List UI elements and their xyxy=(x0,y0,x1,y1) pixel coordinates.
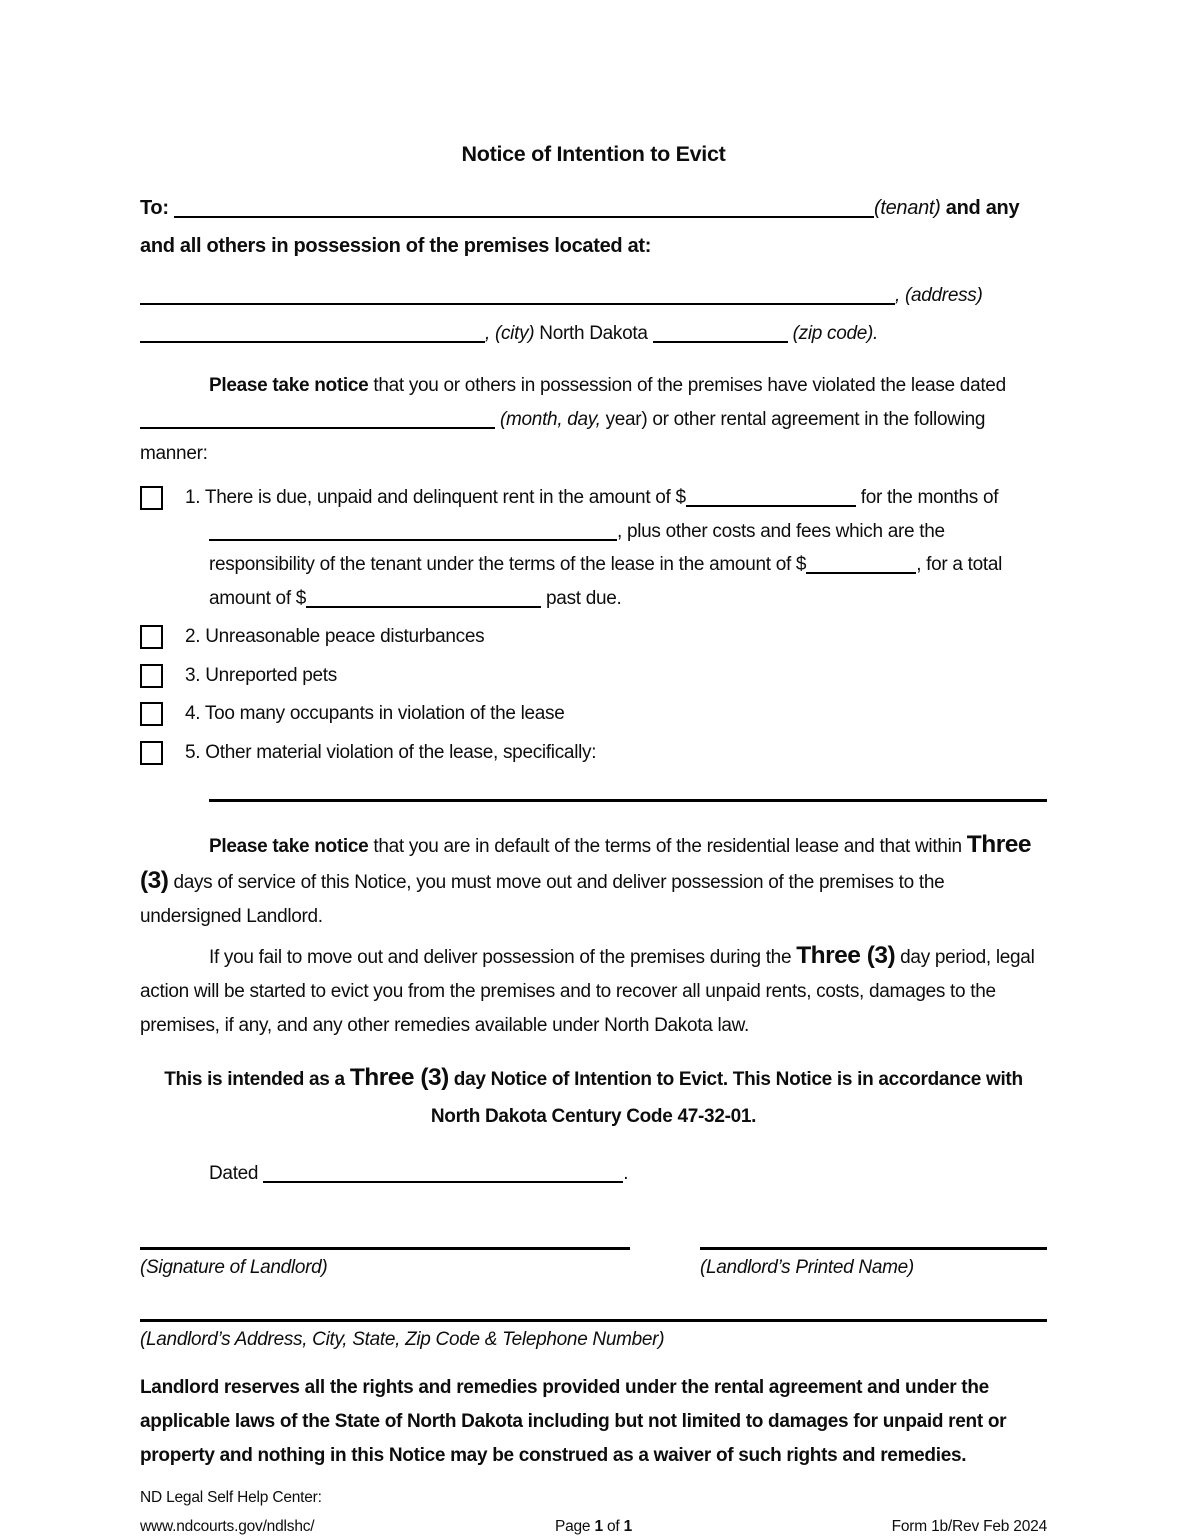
tenant-hint: (tenant) xyxy=(873,197,941,219)
violation-4-label: Too many occupants in violation of the lease xyxy=(204,703,565,724)
violation-1-seg3: , plus other costs and fees which are the responsibility of the tenant under the terms of the lease in the amount of $ xyxy=(209,520,945,575)
dated-label: Dated xyxy=(209,1163,259,1184)
violation-item-3 xyxy=(140,659,1047,693)
please-take-notice-2: Please take notice xyxy=(209,836,369,857)
printed-name-column xyxy=(700,1247,1047,1283)
violation-4-text xyxy=(185,697,1047,731)
three-day-term-1: Three (3) xyxy=(140,831,1031,894)
tenant-name-blank[interactable] xyxy=(174,198,874,218)
signature-column xyxy=(140,1247,630,1283)
violation-intro-text: that you or others in possession of the premises have violated the lease dated xyxy=(373,375,1006,396)
state-text: North Dakota xyxy=(539,323,648,344)
footer-left xyxy=(140,1483,480,1536)
intent-seg2: day Notice of Intention to Evict. This Notice is in accordance with North Dakota Century Code 47-32-01. xyxy=(430,1069,1023,1127)
landlord-address-line[interactable] xyxy=(140,1319,1047,1322)
violation-3-text xyxy=(185,659,1047,693)
failure-paragraph xyxy=(140,939,1047,1043)
dated-row xyxy=(209,1157,1047,1191)
violation-1-seg5: past due. xyxy=(546,587,622,609)
signature-label: (Signature of Landlord) xyxy=(140,1257,328,1278)
violation-1-text xyxy=(185,481,1047,615)
violation-5-label: Other material violation of the lease, specifically: xyxy=(205,741,597,763)
violation-2-text xyxy=(185,620,1047,654)
others-text: any and all others in possession of the premises located at: xyxy=(140,197,1020,257)
violation-1-checkbox[interactable] xyxy=(140,486,163,510)
violation-3-number: 3. xyxy=(185,664,201,686)
months-blank[interactable] xyxy=(209,521,617,541)
violation-intro-paragraph xyxy=(140,369,1047,471)
city-hint: , (city) xyxy=(485,323,535,344)
dated-blank[interactable] xyxy=(263,1163,623,1183)
default-seg1: that you are in default of the terms of the residential lease and that within xyxy=(373,836,962,857)
violation-item-1 xyxy=(140,481,1047,615)
and-word: and xyxy=(945,197,981,219)
address-hint: , (address) xyxy=(895,285,983,306)
violation-item-2 xyxy=(140,620,1047,654)
three-day-term-3: Three (3) xyxy=(349,1064,449,1091)
date-hint: (month, day, xyxy=(499,409,601,430)
violation-item-5 xyxy=(140,736,1047,770)
violation-5-checkbox[interactable] xyxy=(140,741,163,765)
landlord-address-label: (Landlord’s Address, City, State, Zip Code & Telephone Number) xyxy=(140,1329,665,1350)
fees-amount-blank[interactable] xyxy=(806,554,916,574)
lease-date-blank[interactable] xyxy=(140,409,495,429)
failure-seg2: day period, legal action will be started to evict you from the premises and to recover all unpaid rents, costs, damages to the premises, if any, and any other remedies available under North Dakota law. xyxy=(140,947,1035,1036)
violation-1-seg4: , for a total amount of $ xyxy=(209,554,1003,609)
page-footer xyxy=(140,1483,1047,1536)
landlord-printed-name-line[interactable] xyxy=(700,1247,1047,1250)
total-amount-blank[interactable] xyxy=(306,588,541,608)
form-reference: Form 1b/Rev Feb 2024 xyxy=(891,1518,1047,1535)
intent-seg1: This is intended as a xyxy=(164,1069,345,1090)
zip-blank[interactable] xyxy=(653,323,788,343)
violation-3-label: Unreported pets xyxy=(205,664,337,686)
violation-5-number: 5. xyxy=(185,741,201,763)
address-blank[interactable] xyxy=(140,285,895,305)
violation-3-checkbox[interactable] xyxy=(140,664,163,688)
page-word: Page xyxy=(554,1518,591,1535)
addressee-paragraph xyxy=(140,189,1047,265)
zip-hint: (zip code). xyxy=(792,323,879,344)
violation-2-label: Unreasonable peace disturbances xyxy=(205,626,485,647)
page-number xyxy=(480,1512,707,1536)
intent-statement xyxy=(140,1059,1047,1135)
violation-4-number: 4. xyxy=(185,703,201,724)
other-violation-blank[interactable] xyxy=(209,799,1047,802)
violation-4-checkbox[interactable] xyxy=(140,702,163,726)
failure-seg1: If you fail to move out and deliver possession of the premises during the xyxy=(209,947,792,968)
page-total: 1 xyxy=(623,1518,633,1535)
city-blank[interactable] xyxy=(140,323,485,343)
violation-1-seg2: for the months of xyxy=(860,487,999,508)
date-hint-tail: year) or other rental agreement in the following manner: xyxy=(140,409,986,464)
default-seg2: days of service of this Notice, you must move out and deliver possession of the premises to the undersigned Landlord. xyxy=(140,872,945,927)
premises-address-paragraph xyxy=(140,277,1047,353)
dated-period: . xyxy=(623,1163,629,1184)
violation-5-text xyxy=(185,736,1047,770)
default-notice-paragraph xyxy=(140,828,1047,934)
help-center-name: ND Legal Self Help Center: xyxy=(140,1489,322,1506)
landlord-signature-line[interactable] xyxy=(140,1247,630,1250)
violation-item-4 xyxy=(140,697,1047,731)
violation-2-number: 2. xyxy=(185,626,201,647)
three-day-term-2: Three (3) xyxy=(796,942,896,969)
rent-amount-blank[interactable] xyxy=(686,487,856,507)
violation-1-seg1: There is due, unpaid and delinquent rent in the amount of $ xyxy=(204,487,686,508)
of-word: of xyxy=(606,1518,620,1535)
printed-name-label: (Landlord’s Printed Name) xyxy=(700,1257,914,1278)
signature-spacer xyxy=(630,1247,700,1283)
rights-reservation-paragraph: Landlord reserves all the rights and remedies provided under the rental agreement and under the applicable laws of the State of North Dakota including but not limited to damages for unpaid rent or property and nothing in this Notice may be construed as a waiver of such rights and remedies. xyxy=(140,1377,1007,1466)
help-center-url: www.ndcourts.gov/ndlshc/ xyxy=(140,1518,315,1535)
page-num: 1 xyxy=(594,1518,603,1535)
page-title: Notice of Intention to Evict xyxy=(461,142,726,166)
landlord-address-block xyxy=(140,1319,1047,1355)
violation-1-number: 1. xyxy=(185,487,201,508)
signature-row xyxy=(140,1247,1047,1283)
violation-list xyxy=(140,481,1047,769)
to-label: To: xyxy=(140,197,169,219)
please-take-notice-1: Please take notice xyxy=(209,375,369,396)
violation-2-checkbox[interactable] xyxy=(140,625,163,649)
